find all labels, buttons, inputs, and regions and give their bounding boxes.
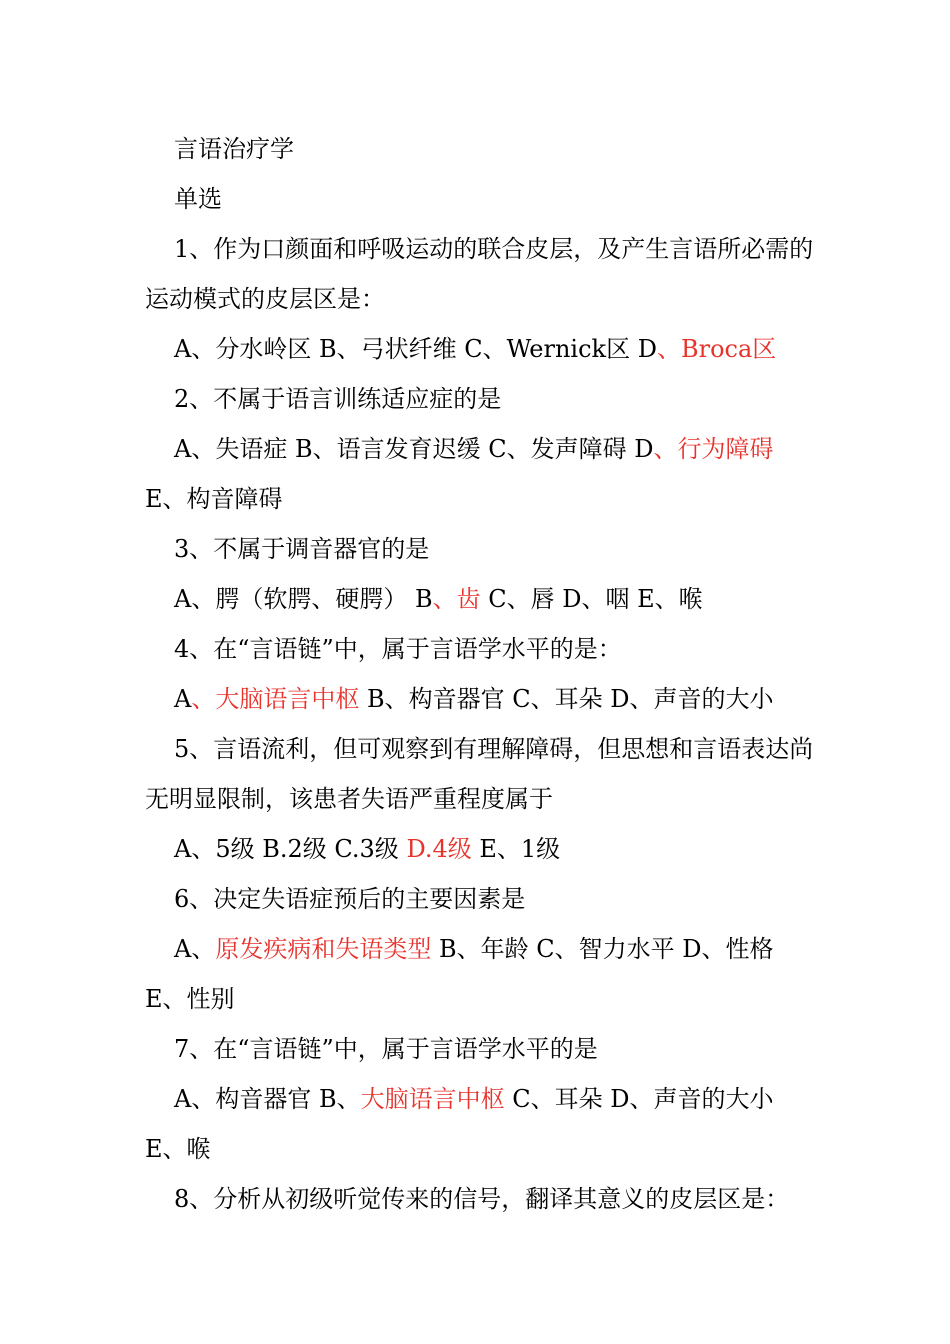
question-7-stem: 7、在“言语链”中，属于言语学水平的是 — [174, 1035, 598, 1063]
question-5-options — [145, 824, 815, 874]
question-7-options — [145, 1074, 815, 1174]
question-3-stem: 3、不属于调音器官的是 — [174, 535, 430, 563]
question-3-answer: 、齿 — [432, 585, 481, 613]
question-7-options-before: A、构音器官 B、 — [174, 1085, 361, 1113]
question-2-options-before: A、失语症 B、语言发育迟缓 C、发声障碍 D — [174, 435, 654, 463]
question-4-options — [145, 674, 815, 724]
question-7-options-after: C、耳朵 D、声音的大小 E、喉 — [145, 1085, 774, 1163]
question-5-stem: 5、言语流利，但可观察到有理解障碍，但思想和言语表达尚无明显限制，该患者失语严重程度属于 — [145, 735, 814, 813]
question-1-stem: 1、作为口颜面和呼吸运动的联合皮层，及产生言语所必需的运动模式的皮层区是： — [145, 235, 814, 313]
question-4-stem: 4、在“言语链”中，属于言语学水平的是： — [174, 635, 622, 663]
question-6-answer: 原发疾病和失语类型 — [215, 935, 432, 963]
question-2-stem: 2、不属于语言训练适应症的是 — [174, 385, 502, 413]
question-6-stem: 6、决定失语症预后的主要因素是 — [174, 885, 526, 913]
question-5-options-after: E、1级 — [471, 835, 561, 863]
question-5-answer: D.4级 — [406, 835, 472, 863]
question-6-options-after: B、年龄 C、智力水平 D、性格 E、性别 — [145, 935, 774, 1013]
question-4-options-before: A — [174, 685, 192, 713]
question-2-options — [145, 424, 815, 524]
question-2-answer: 、行为障碍 — [653, 435, 774, 463]
question-1-options-before: A、分水岭区 B、弓状纤维 C、Wernick区 D — [174, 335, 657, 363]
document-title: 言语治疗学 — [174, 135, 294, 163]
question-2-options-after: E、构音障碍 — [145, 485, 283, 513]
question-4-answer: 、大脑语言中枢 — [191, 685, 360, 713]
question-1-answer: 、Broca区 — [656, 335, 777, 363]
question-3-options-before: A、腭（软腭、硬腭） B — [174, 585, 433, 613]
section-heading: 单选 — [174, 185, 222, 213]
question-6-options — [145, 924, 815, 1024]
question-4-options-after: B、构音器官 C、耳朵 D、声音的大小 — [359, 685, 774, 713]
question-6-options-before: A、 — [174, 935, 216, 963]
question-3-options-after: C、唇 D、咽 E、喉 — [480, 585, 703, 613]
question-8-stem: 8、分析从初级听觉传来的信号，翻译其意义的皮层区是： — [174, 1185, 790, 1213]
question-1-options — [145, 324, 815, 374]
question-7-answer: 大脑语言中枢 — [360, 1085, 505, 1113]
question-3-options — [145, 574, 815, 624]
question-5-options-before: A、5级 B.2级 C.3级 — [174, 835, 407, 863]
document-content — [145, 124, 815, 1224]
